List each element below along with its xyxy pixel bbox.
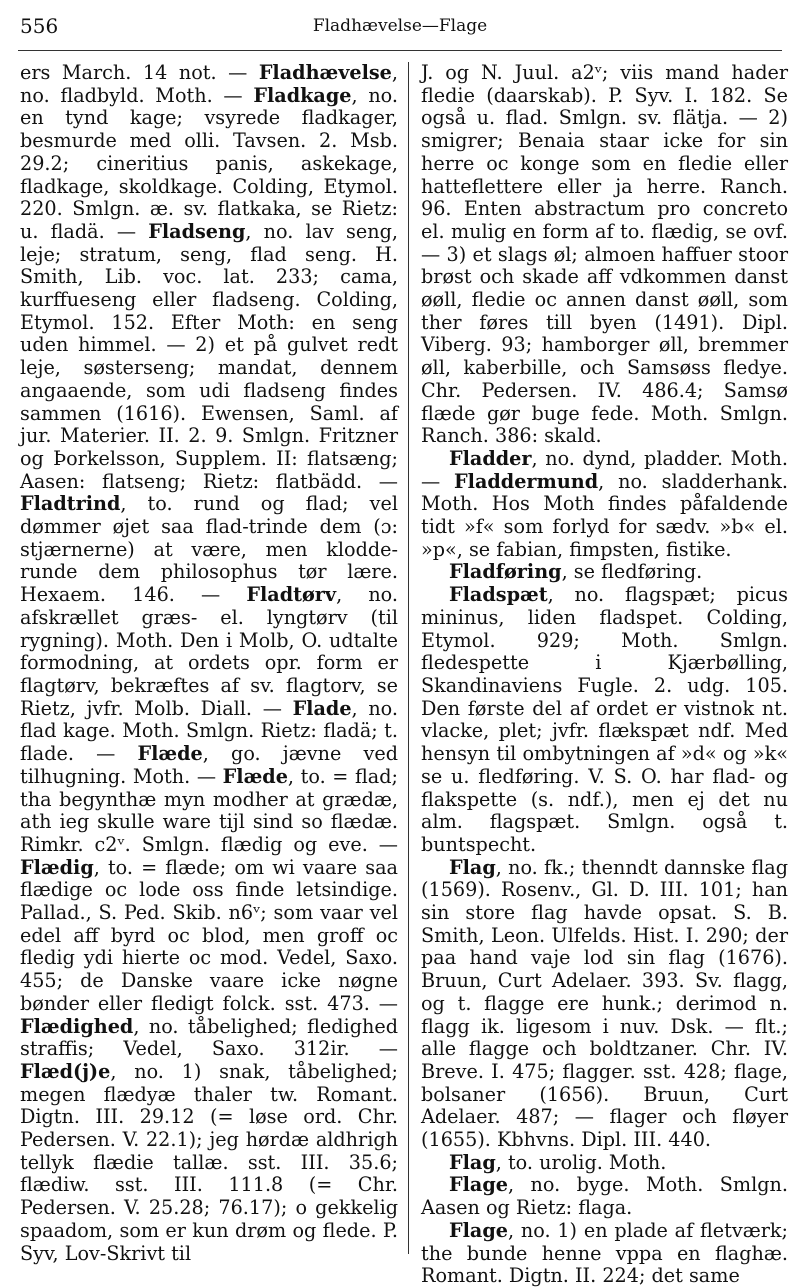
running-title: Fladhævelse—Flage xyxy=(312,16,488,36)
left-column xyxy=(20,61,408,1265)
page-header xyxy=(20,14,780,44)
entry-paragraph: J. og N. Juul. a2ᵛ; viis mand hader fledie (daarskab). P. Syv. I. 182. Se også u. flad. Smlgn. sv. flätja. — 2) smigrer; Benaia staar icke for sin herre oc konge som en fledie eller hatteflettere eller ja herre. Ranch. 96. Enten abstractum pro concreto el. mulig en form af to. flædig, se ovf. — 3) et slags øl; almoen haffuer stoor brøst och skade aff vdkommen danst øøll, fledie oc annen danst øøll, som ther føres till byen (1491). Dipl. Viberg. 93; hamborger øll, bremmer øll, kaberbille, och Samsøss fledye. Chr. Pedersen. IV. 486.4; Samsø flæde gør buge fede. Moth. Smlgn. Ranch. 386: skald. xyxy=(421,61,788,448)
entry-paragraph: ers March. 14 not. — Fladhævelse, no. fladbyld. Moth. — Fladkage, no. en tynd kage; vsyrede fladkager, besmurde med olli. Tavsen. 2. Msb. 29.2; cineritius panis, askekage, fladkage, skoldkage. Colding, Etymol. 220. Smlgn. æ. sv. flatkaka, se Rietz: u. fladä. — Fladseng, no. lav seng, leje; stratum, seng, flad seng. H. Smith, Lib. voc. lat. 233; cama, kurffueseng eller fladseng. Colding, Etymol. 152. Efter Moth: en seng uden himmel. — 2) et på gulvet redt leje, søsterseng; mandat, dennem angaaende, som udi fladseng findes sammen (1616). Ewensen, Saml. af jur. Materier. II. 2. 9. Smlgn. Fritzner og Þorkelsson, Supplem. II: flatsæng; Aasen: flatseng; Rietz: flatbädd. — Fladtrind, to. rund og flad; vel dømmer øjet saa flad-trinde dem (ɔ: stjærnerne) at være, men klodde-runde dem philosophus tør lære. Hexaem. 146. — Fladtørv, no. afskrællet græs- el. lyngtørv (til rygning). Moth. Den i Molb, O. udtalte formodning, at ordets opr. form er flagtørv, bekræftes af sv. flagtorv, se Rietz, jvfr. Molb. Diall. — Flade, no. flad kage. Moth. Smlgn. Rietz: fladä; t. flade. — Flæde, go. jævne ved tilhugning. Moth. — Flæde, to. = flad; tha begynthæ myn modher at grædæ, ath ieg skulle ware tijl sind so flædæ. Rimkr. c2ᵛ. Smlgn. flædig og eve. — Flædig, to. = flæde; om wi vaare saa flædige oc lode oss finde letsindige. Pallad., S. Ped. Skib. n6ᵛ; som vaar vel edel aff byrd oc blod, men groff oc fledig ydi hierte oc mod. Vedel, Saxo. 455; de Danske vaare icke nøgne bønder eller fledigt folck. sst. 473. — Flædighed, no. tåbelighed; fledighed straffis; Vedel, Saxo. 312ir. — Flæd(j)e, no. 1) snak, tåbelighed; megen flædyæ thaler tw. Romant. Digtn. III. 29.12 (= løse ord. Chr. Pedersen. V. 22.1); jeg hørdæ aldhrigh tellyk flædie tallæ. sst. III. 35.6; flædiw. sst. III. 111.8 (= Chr. Pedersen. V. 25.28; 76.17); o gekkelig spaadom, som er kun drøm og flede. P. Syv, Lov-Skrivt til xyxy=(20,61,398,1265)
entry-paragraph: Flag, no. fk.; thenndt dannske flag (1569). Rosenv., Gl. D. III. 101; han sin store flag havde opsat. S. B. Smith, Leon. Ulfelds. Hist. I. 290; der paa hand vaje lod sin flag (1676). Bruun, Curt Adelaer. 393. Sv. flagg, og t. flagge ere hunk.; derimod n. flagg ik. ligesom i nuv. Dsk. — flt.; alle flagge och boldtzaner. Chr. IV. Breve. I. 475; flagger. sst. 428; flage, bolsaner (1656). Bruun, Curt Adelaer. 487; — flager och fløyer (1655). Kbhvns. Dipl. III. 440. xyxy=(421,855,788,1152)
entry-paragraph: Flag, to. urolig. Moth. xyxy=(449,1150,667,1174)
entry-paragraph: Flage, no. 1) en plade af fletværk; the bunde henne vppa en flaghæ. Romant. Digtn. II. 224; det same xyxy=(421,1218,788,1288)
text-columns xyxy=(20,61,788,1288)
entry-paragraph: Flage, no. byge. Moth. Smlgn. Aasen og Rietz: flaga. xyxy=(421,1173,788,1220)
page-number: 556 xyxy=(20,14,59,38)
entry-paragraph: Fladføring, se fledføring. xyxy=(449,560,703,584)
right-column xyxy=(409,61,788,1288)
header-rule xyxy=(18,50,782,51)
entry-paragraph: Fladder, no. dynd, pladder. Moth. — Fladdermund, no. sladderhank. Moth. Hos Moth findes påfaldende tidt »f« som forlyd for sædv. »b« el. »p«, se fabian, fimpsten, fistike. xyxy=(421,446,788,561)
entry-paragraph: Fladspæt, no. flagspæt; picus mininus, liden fladspet. Colding, Etymol. 929; Moth. Smlgn. fledespette i Kjærbølling, Skandinaviens Fugle. 2. udg. 105. Den første del af ordet er vistnok nt. vlacke, plet; jvfr. flækspæt ndf. Med hensyn til ombytningen af »d« og »k« se u. fledføring. V. S. O. har flad- og flakspette (s. ndf.), men ej det nu alm. flagspæt. Smlgn. også t. buntspecht. xyxy=(421,583,788,856)
